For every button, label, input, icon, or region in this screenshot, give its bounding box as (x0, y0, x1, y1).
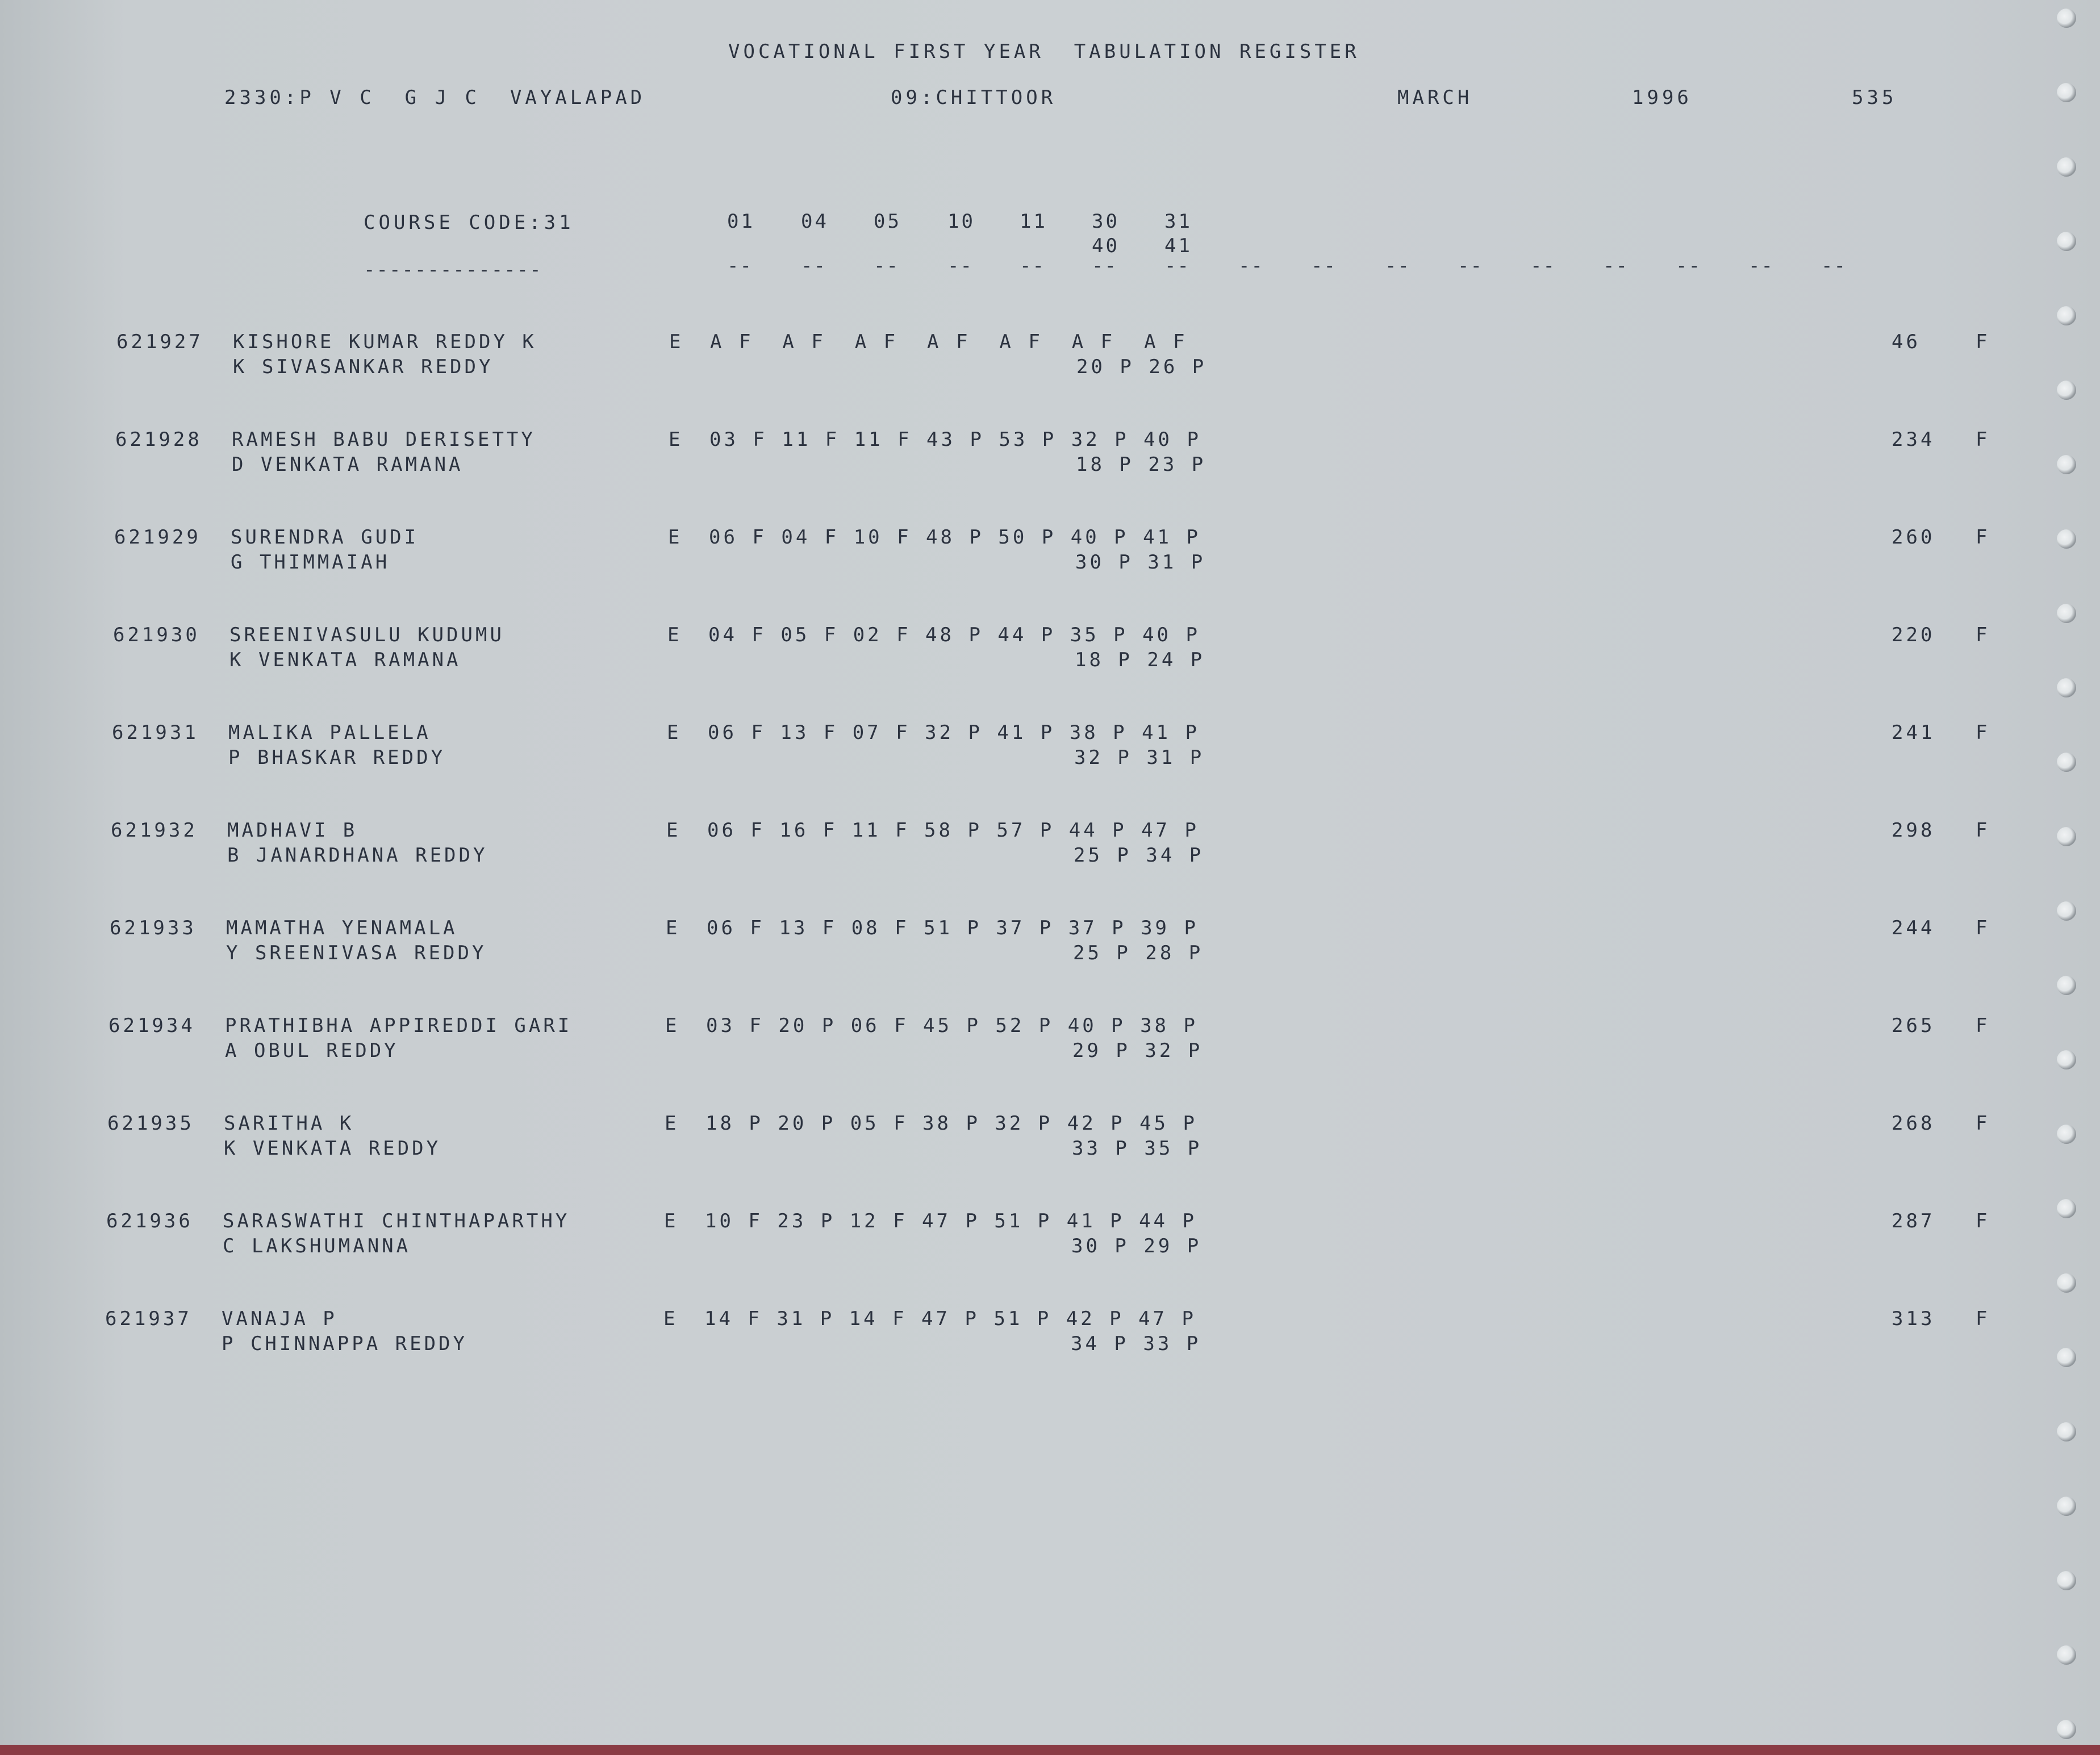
total-marks: 46 (1892, 331, 1921, 353)
father-name: P CHINNAPPA REDDY (222, 1332, 467, 1355)
subject-marks-line1: 03 F 20 P 06 F 45 P 52 P 40 P 38 P (706, 1014, 1198, 1037)
father-name: A OBUL REDDY (225, 1039, 399, 1062)
medium-code: E (669, 331, 684, 353)
subject-code: 31 (1164, 210, 1192, 233)
subject-marks-line1: 18 P 20 P 05 F 38 P 32 P 42 P 45 P (705, 1112, 1197, 1135)
feed-hole (2057, 976, 2076, 995)
subject-marks-line1: 14 F 31 P 14 F 47 P 51 P 42 P 47 P (704, 1307, 1196, 1330)
result-code: F (1976, 917, 1990, 939)
feed-hole (2057, 1348, 2076, 1367)
feed-hole (2057, 753, 2076, 772)
result-code: F (1976, 526, 1990, 549)
medium-code: E (666, 917, 680, 939)
dash: -- (874, 254, 899, 277)
registration-number: 621936 (106, 1210, 193, 1232)
total-marks: 313 (1892, 1307, 1935, 1330)
registration-number: 621933 (110, 917, 197, 939)
subject-code: 05 (874, 210, 901, 233)
district-code: 09:CHITTOOR (891, 86, 1057, 109)
subject-marks-line2: 30 P 29 P (1071, 1235, 1202, 1257)
feed-hole (2057, 1497, 2076, 1516)
student-name: SREENIVASULU KUDUMU (229, 624, 504, 646)
student-name: RAMESH BABU DERISETTY (232, 428, 536, 451)
feed-hole (2057, 1645, 2076, 1665)
exam-month: MARCH (1397, 86, 1473, 109)
college-code: 2330:P V C G J C VAYALAPAD (224, 86, 646, 109)
feed-hole (2057, 1125, 2076, 1144)
feed-hole (2057, 306, 2076, 325)
subject-marks-line1: A F A F A F A F A F A F A F (710, 331, 1188, 353)
total-marks: 268 (1892, 1112, 1935, 1135)
registration-number: 621930 (113, 624, 200, 646)
father-name: B JANARDHANA REDDY (227, 844, 488, 867)
registration-number: 621935 (107, 1112, 194, 1135)
subject-marks-line2: 30 P 31 P (1075, 551, 1206, 574)
subject-code: 01 (727, 210, 755, 233)
registration-number: 621929 (114, 526, 201, 549)
feed-hole (2057, 529, 2076, 549)
dash: -- (1821, 254, 1847, 277)
subject-marks-line2: 18 P 23 P (1076, 453, 1206, 476)
father-name: K VENKATA RAMANA (229, 649, 461, 671)
feed-hole (2057, 1720, 2076, 1739)
feed-hole (2057, 604, 2076, 623)
dash: -- (1238, 254, 1264, 277)
subject-code: 04 (801, 210, 829, 233)
feed-hole (2057, 678, 2076, 697)
total-marks: 220 (1892, 624, 1935, 646)
feed-hole (2057, 83, 2076, 102)
student-name: MAMATHA YENAMALA (226, 917, 458, 939)
student-name: KISHORE KUMAR REDDY K (233, 331, 537, 353)
dash: -- (1603, 254, 1629, 277)
result-code: F (1976, 331, 1990, 353)
dash: -- (1164, 254, 1190, 277)
feed-hole (2057, 9, 2076, 28)
subject-marks-line1: 06 F 13 F 07 F 32 P 41 P 38 P 41 P (708, 721, 1200, 744)
tractor-feed-holes (2044, 0, 2090, 1755)
course-code-label: COURSE CODE:31 (364, 211, 574, 234)
subject-marks-line1: 06 F 04 F 10 F 48 P 50 P 40 P 41 P (709, 526, 1201, 549)
registration-number: 621932 (111, 819, 198, 842)
registration-number: 621934 (108, 1014, 195, 1037)
student-record (0, 821, 2100, 872)
total-marks: 287 (1892, 1210, 1935, 1232)
subject-code: 11 (1020, 210, 1047, 233)
father-name: C LAKSHUMANNA (223, 1235, 411, 1257)
medium-code: E (669, 428, 683, 451)
subject-code: 40 (1092, 235, 1120, 257)
feed-hole (2057, 157, 2076, 177)
result-code: F (1976, 1014, 1990, 1037)
student-name: SARITHA K (224, 1112, 354, 1135)
father-name: K VENKATA REDDY (224, 1137, 441, 1160)
registration-number: 621928 (115, 428, 202, 451)
student-record (0, 918, 2100, 970)
feed-hole (2057, 1050, 2076, 1069)
subject-code: 30 (1092, 210, 1120, 233)
result-code: F (1976, 721, 1990, 744)
registration-number: 621931 (112, 721, 199, 744)
subject-marks-line1: 06 F 16 F 11 F 58 P 57 P 44 P 47 P (707, 819, 1199, 842)
page-number: 535 (1852, 86, 1897, 109)
registration-number: 621927 (116, 331, 203, 353)
student-record (0, 1016, 2100, 1067)
result-code: F (1976, 819, 1990, 842)
dash: -- (1385, 254, 1410, 277)
student-record (0, 1114, 2100, 1165)
dash: -- (947, 254, 973, 277)
father-name: Y SREENIVASA REDDY (226, 942, 487, 964)
father-name: P BHASKAR REDDY (228, 746, 446, 769)
dash: -- (1530, 254, 1556, 277)
total-marks: 244 (1892, 917, 1935, 939)
father-name: D VENKATA RAMANA (232, 453, 464, 476)
dash: -- (1092, 254, 1117, 277)
feed-hole (2057, 1273, 2076, 1293)
registration-number: 621937 (105, 1307, 192, 1330)
sheet-bottom-edge (0, 1745, 2100, 1755)
dash: -- (727, 254, 753, 277)
student-record (0, 1309, 2100, 1360)
total-marks: 241 (1892, 721, 1935, 744)
exam-year: 1996 (1632, 86, 1692, 109)
feed-hole (2057, 1571, 2076, 1590)
subject-marks-line2: 34 P 33 P (1071, 1332, 1201, 1355)
subject-marks-line2: 25 P 34 P (1074, 844, 1204, 867)
student-record (0, 1211, 2100, 1263)
total-marks: 265 (1892, 1014, 1935, 1037)
medium-code: E (667, 721, 682, 744)
result-code: F (1976, 1112, 1990, 1135)
medium-code: E (666, 819, 681, 842)
feed-hole (2057, 901, 2076, 921)
result-code: F (1976, 624, 1990, 646)
student-record (0, 528, 2100, 579)
student-name: VANAJA P (222, 1307, 337, 1330)
dash: -- (1311, 254, 1337, 277)
dash: -- (1458, 254, 1483, 277)
medium-code: E (665, 1112, 679, 1135)
subject-marks-line2: 29 P 32 P (1072, 1039, 1203, 1062)
result-code: F (1976, 1307, 1990, 1330)
dash: -- (1676, 254, 1701, 277)
register-title: VOCATIONAL FIRST YEAR TABULATION REGISTER (728, 40, 1360, 63)
student-name: SURENDRA GUDI (231, 526, 419, 549)
medium-code: E (667, 624, 682, 646)
subject-marks-line2: 18 P 24 P (1075, 649, 1205, 671)
feed-hole (2057, 827, 2076, 846)
feed-hole (2057, 232, 2076, 251)
total-marks: 260 (1892, 526, 1935, 549)
result-code: F (1976, 428, 1990, 451)
dash: -- (1020, 254, 1045, 277)
subject-marks-line1: 03 F 11 F 11 F 43 P 53 P 32 P 40 P (709, 428, 1201, 451)
medium-code: E (668, 526, 683, 549)
subject-marks-line1: 04 F 05 F 02 F 48 P 44 P 35 P 40 P (708, 624, 1200, 646)
dash: -- (1748, 254, 1774, 277)
father-name: G THIMMAIAH (231, 551, 390, 574)
student-record (0, 332, 2100, 383)
subject-marks-line2: 25 P 28 P (1073, 942, 1204, 964)
feed-hole (2057, 381, 2076, 400)
student-record (0, 430, 2100, 481)
student-name: PRATHIBHA APPIREDDI GARI (225, 1014, 573, 1037)
feed-hole (2057, 1199, 2076, 1218)
dash: -- (801, 254, 826, 277)
feed-hole (2057, 455, 2076, 474)
result-code: F (1976, 1210, 1990, 1232)
student-name: MADHAVI B (227, 819, 358, 842)
subject-marks-line2: 32 P 31 P (1074, 746, 1205, 769)
student-record (0, 625, 2100, 676)
subject-marks-line2: 33 P 35 P (1072, 1137, 1203, 1160)
medium-code: E (664, 1210, 679, 1232)
subject-marks-line1: 10 F 23 P 12 F 47 P 51 P 41 P 44 P (705, 1210, 1197, 1232)
total-marks: 234 (1892, 428, 1935, 451)
subject-code: 41 (1164, 235, 1192, 257)
medium-code: E (665, 1014, 680, 1037)
student-record (0, 723, 2100, 774)
subject-marks-line2: 20 P 26 P (1076, 356, 1207, 378)
subject-marks-line1: 06 F 13 F 08 F 51 P 37 P 37 P 39 P (707, 917, 1199, 939)
student-name: SARASWATHI CHINTHAPARTHY (223, 1210, 570, 1232)
father-name: K SIVASANKAR REDDY (233, 356, 494, 378)
student-name: MALIKA PALLELA (228, 721, 431, 744)
total-marks: 298 (1892, 819, 1935, 842)
feed-hole (2057, 1422, 2076, 1441)
course-code-rule: -------------- (364, 258, 542, 281)
subject-code: 10 (947, 210, 975, 233)
medium-code: E (663, 1307, 678, 1330)
